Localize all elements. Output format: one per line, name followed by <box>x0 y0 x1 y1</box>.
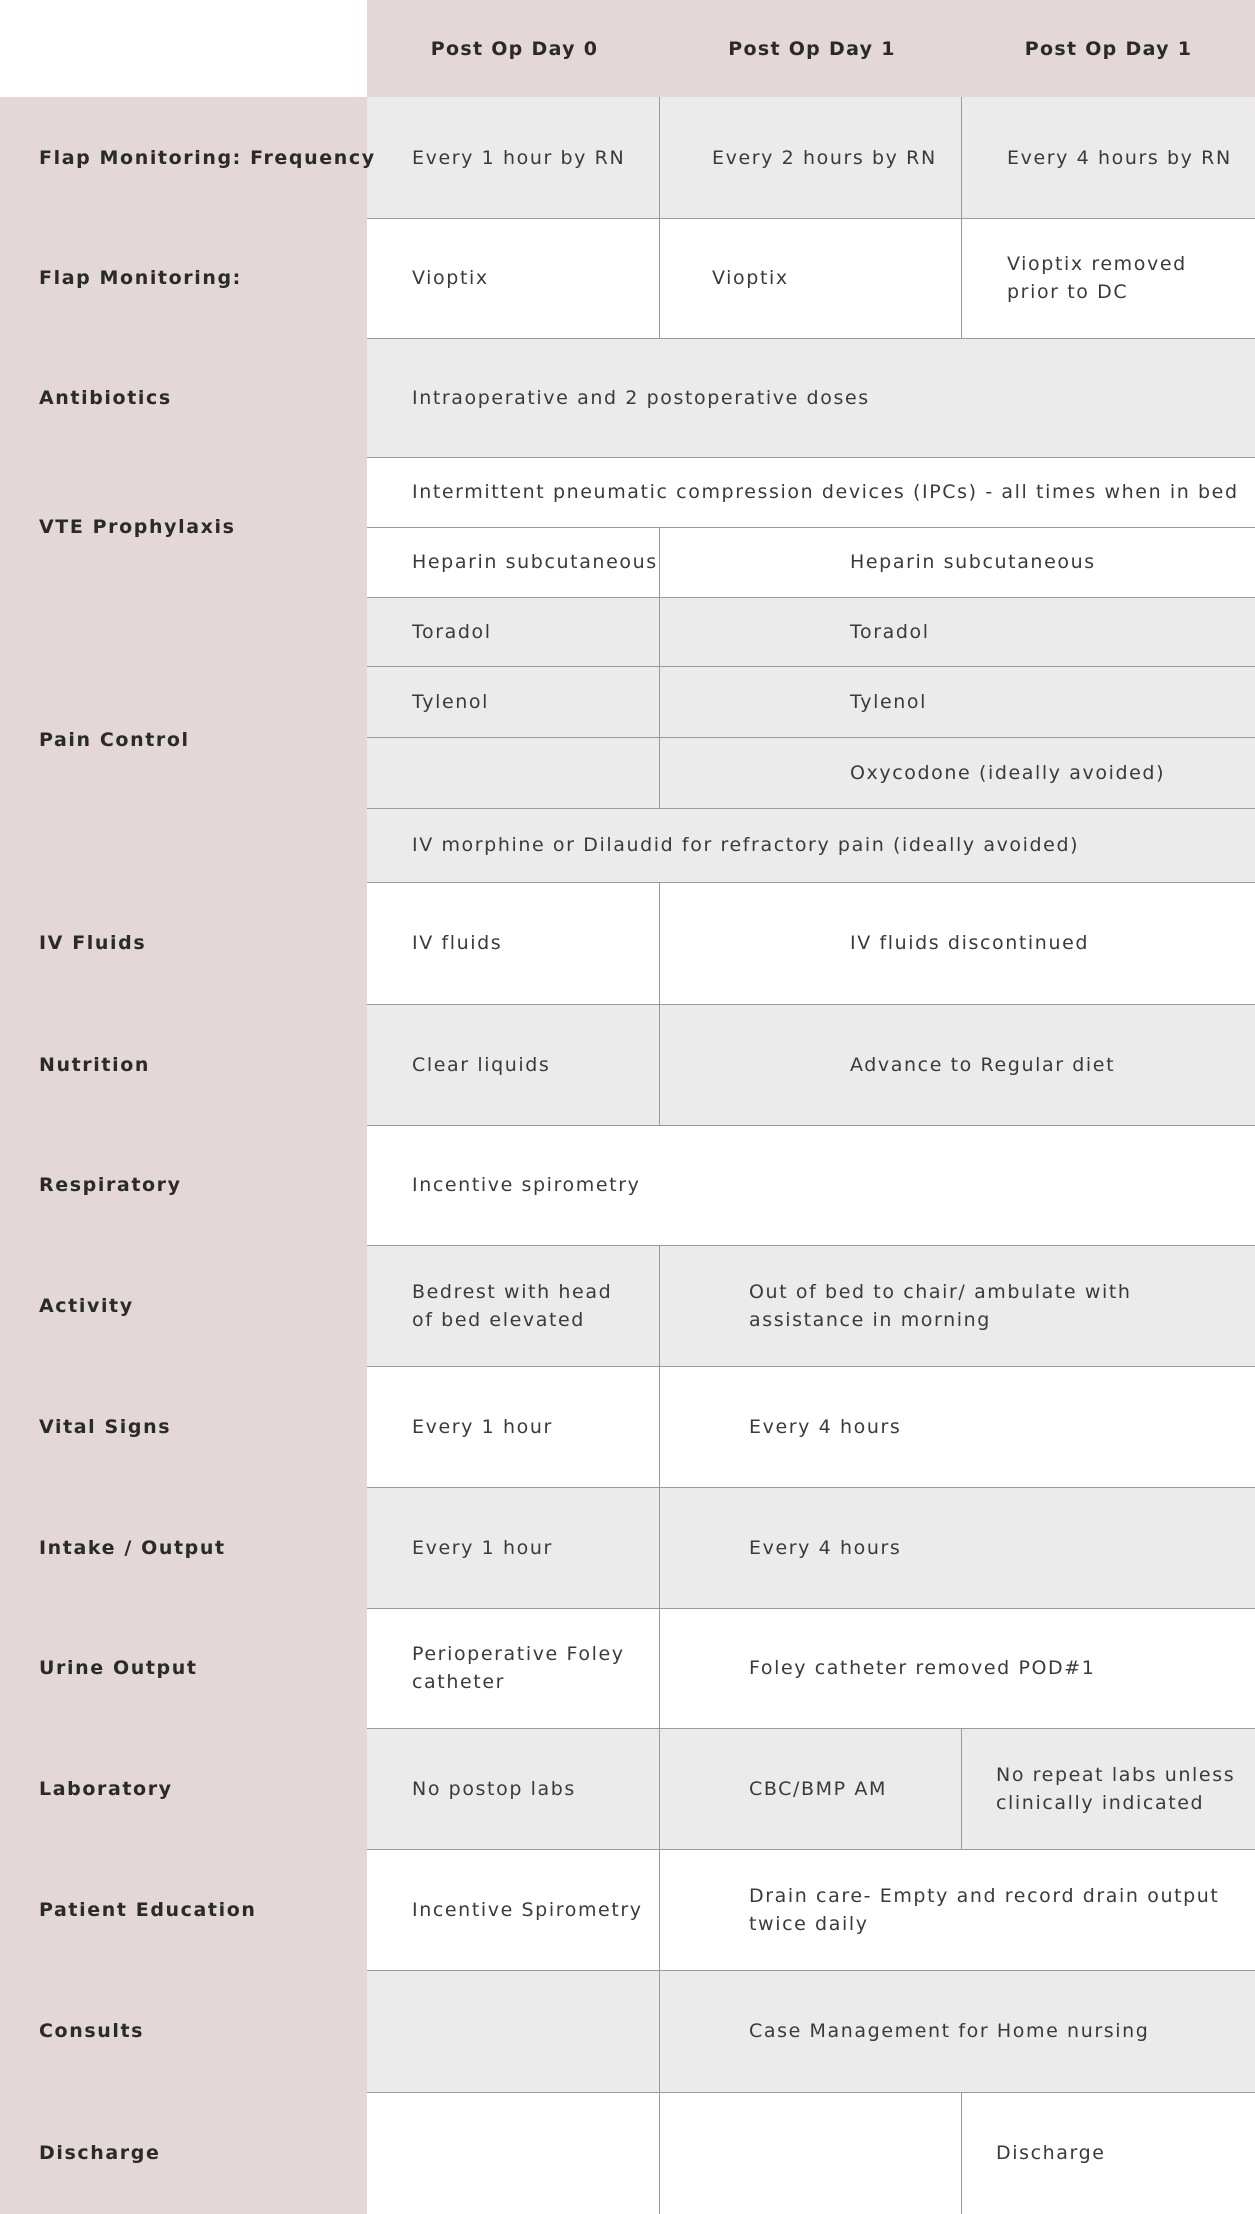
cell-flap-monitoring-day1-second <box>1007 218 1187 338</box>
column-divider <box>659 1245 660 2214</box>
cell-consults-day1: Case Management for Home nursing <box>749 2020 1150 2042</box>
cell-text-line: No repeat labs unless <box>996 1763 1236 1786</box>
cell-text-line: Vioptix removed <box>1007 253 1187 275</box>
cell-vte-ipc-all: Intermittent pneumatic compression devices (IPCs) - all times when in bed <box>412 481 1239 503</box>
cell-flap-frequency-day0: Every 1 hour by RN <box>412 146 626 169</box>
cell-pain-iv-all: IV morphine or Dilaudid for refractory pain (ideally avoided) <box>412 834 1080 856</box>
cell-nutrition-day1: Advance to Regular diet <box>850 1053 1116 1076</box>
cell-pain-tylenol-day0: Tylenol <box>412 690 490 713</box>
row-label-respiratory: Respiratory <box>39 1174 182 1196</box>
row-label-flap-monitoring: Flap Monitoring: <box>39 267 242 289</box>
cell-vitals-day0: Every 1 hour <box>412 1415 553 1438</box>
cell-text-line: of bed elevated <box>412 1308 585 1331</box>
cell-text-line: prior to DC <box>1007 281 1129 303</box>
row-divider <box>367 2092 1255 2093</box>
cell-iv-fluids-day0: IV fluids <box>412 932 503 954</box>
cell-urine-day1: Foley catheter removed POD#1 <box>749 1657 1096 1679</box>
cell-text-line: twice daily <box>749 1912 869 1935</box>
cell-text-line: assistance in morning <box>749 1308 991 1331</box>
cell-flap-frequency-day1: Every 2 hours by RN <box>712 146 937 169</box>
row-label-consults: Consults <box>39 2020 145 2042</box>
row-label-urine-output: Urine Output <box>39 1657 198 1679</box>
cell-vte-heparin-day0: Heparin subcutaneous <box>412 551 658 573</box>
row-label-vital-signs: Vital Signs <box>39 1415 172 1438</box>
cell-text-line: Bedrest with head <box>412 1280 613 1303</box>
cell-text-line: catheter <box>412 1671 506 1693</box>
cell-laboratory-day1: CBC/BMP AM <box>749 1777 887 1800</box>
cell-intake-day0: Every 1 hour <box>412 1536 553 1559</box>
row-label-flap-frequency: Flap Monitoring: Frequency <box>39 146 376 169</box>
cell-flap-monitoring-day0: Vioptix <box>412 267 489 289</box>
cell-activity-day0 <box>412 1245 612 1366</box>
cell-laboratory-day1-second <box>996 1728 1235 1849</box>
column-divider <box>961 2092 962 2214</box>
cell-nutrition-day0: Clear liquids <box>412 1053 551 1076</box>
cell-urine-day0 <box>412 1608 625 1728</box>
cell-iv-fluids-day1: IV fluids discontinued <box>850 932 1090 954</box>
row-label-iv-fluids: IV Fluids <box>39 932 147 954</box>
column-divider <box>961 97 962 338</box>
cell-respiratory-all: Incentive spirometry <box>412 1174 641 1196</box>
row-label-antibiotics: Antibiotics <box>39 386 172 409</box>
row-label-patient-education: Patient Education <box>39 1898 257 1921</box>
cell-text-line: Perioperative Foley <box>412 1643 625 1665</box>
cell-flap-frequency-day1-second: Every 4 hours by RN <box>1007 146 1232 169</box>
row-divider <box>367 597 1255 598</box>
cell-education-day1 <box>749 1849 1219 1970</box>
table-corner <box>0 0 367 97</box>
row-label-laboratory: Laboratory <box>39 1777 173 1800</box>
row-label-intake-output: Intake / Output <box>39 1536 226 1559</box>
cell-pain-toradol-day0: Toradol <box>412 620 492 643</box>
row-label-vte-prophylaxis: VTE Prophylaxis <box>39 516 236 538</box>
cell-discharge-day1-second: Discharge <box>996 2142 1106 2164</box>
cell-activity-day1 <box>749 1245 1132 1366</box>
cell-vte-heparin-day1: Heparin subcutaneous <box>850 551 1096 573</box>
cell-laboratory-day0: No postop labs <box>412 1777 576 1800</box>
cell-flap-monitoring-day1: Vioptix <box>712 267 789 289</box>
cell-vitals-day1: Every 4 hours <box>749 1415 902 1438</box>
cell-text-line: Out of bed to chair/ ambulate with <box>749 1280 1132 1303</box>
row-band <box>367 2092 1255 2214</box>
row-label-activity: Activity <box>39 1294 134 1317</box>
column-header-day0: Post Op Day 0 <box>430 37 599 60</box>
cell-pain-toradol-day1: Toradol <box>850 620 930 643</box>
row-label-nutrition: Nutrition <box>39 1053 150 1076</box>
column-divider <box>659 527 660 808</box>
column-divider <box>659 97 660 338</box>
cell-text-line: clinically indicated <box>996 1791 1205 1814</box>
row-divider <box>367 666 1255 667</box>
row-label-discharge: Discharge <box>39 2142 161 2164</box>
column-divider <box>659 882 660 1125</box>
cell-pain-oxycodone-day1: Oxycodone (ideally avoided) <box>850 761 1166 784</box>
column-header-day1: Post Op Day 1 <box>728 37 896 60</box>
column-header-day1-second: Post Op Day 1 <box>1024 37 1193 60</box>
cell-antibiotics-all: Intraoperative and 2 postoperative doses <box>412 386 870 409</box>
cell-intake-day1: Every 4 hours <box>749 1536 902 1559</box>
cell-education-day0: Incentive Spirometry <box>412 1898 643 1921</box>
row-label-pain-control: Pain Control <box>39 728 190 751</box>
cell-text-line: Drain care- Empty and record drain output <box>749 1884 1220 1907</box>
column-divider <box>961 1728 962 1849</box>
cell-pain-tylenol-day1: Tylenol <box>850 690 928 713</box>
